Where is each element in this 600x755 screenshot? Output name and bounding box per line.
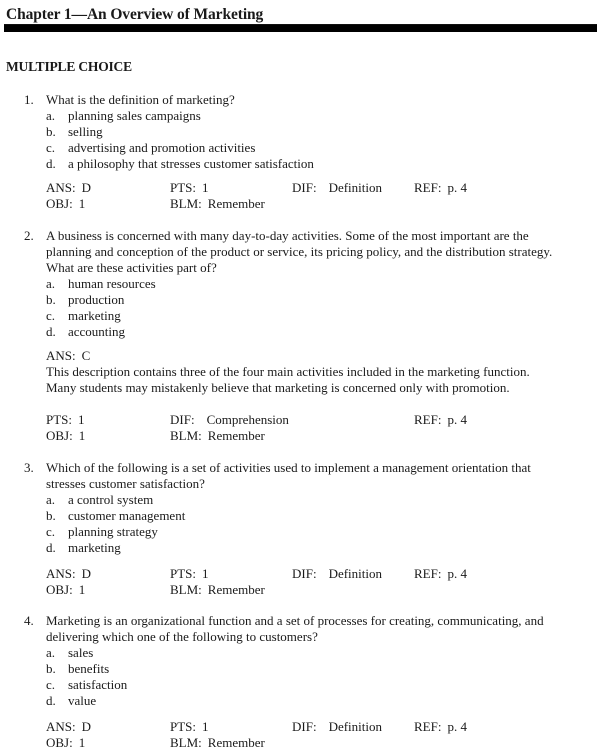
dif-value: Definition	[328, 566, 382, 581]
obj-label: OBJ:	[46, 735, 73, 750]
meta-row-ans	[46, 348, 586, 364]
ref-value: p. 4	[447, 180, 467, 195]
pts-label: PTS:	[46, 412, 73, 427]
dif-field	[292, 566, 382, 582]
answer-metadata	[46, 412, 586, 444]
choice-text: planning sales campaigns	[68, 108, 201, 123]
obj-field	[46, 196, 85, 212]
choice-text: advertising and promotion activities	[68, 140, 256, 155]
choice-letter: c.	[46, 308, 56, 323]
ans-value: D	[81, 719, 92, 734]
obj-label: OBJ:	[46, 428, 73, 443]
pts-field	[170, 180, 209, 196]
ref-value: p. 4	[447, 566, 467, 581]
ref-value: p. 4	[447, 719, 467, 734]
choice-letter: c.	[46, 524, 56, 539]
question-number: 2.	[24, 228, 34, 243]
ref-label: REF:	[414, 719, 442, 734]
pts-value: 1	[202, 719, 209, 734]
obj-field	[46, 735, 85, 751]
obj-value: 1	[78, 582, 86, 597]
choice-letter: a.	[46, 645, 56, 660]
stem-line: What is the definition of marketing?	[46, 92, 235, 107]
ref-label: REF:	[414, 180, 442, 195]
blm-value: Remember	[207, 428, 265, 443]
ans-label: ANS:	[46, 180, 76, 195]
ans-field	[46, 180, 91, 196]
blm-field	[170, 582, 265, 598]
question-number: 4.	[24, 613, 34, 628]
ref-field	[414, 566, 467, 582]
ans-label: ANS:	[46, 566, 76, 581]
choice-text: selling	[68, 124, 103, 139]
choice-text: value	[68, 693, 97, 708]
section-heading: MULTIPLE CHOICE	[6, 59, 132, 74]
ref-field	[414, 412, 467, 428]
blm-value: Remember	[207, 196, 265, 211]
choice-letter: d.	[46, 324, 56, 339]
question-stem	[46, 92, 591, 108]
choice-letter: b.	[46, 124, 56, 139]
choice-letter: b.	[46, 661, 56, 676]
question-number: 1.	[24, 92, 34, 107]
choice-letter: b.	[46, 292, 56, 307]
choice-letter: d.	[46, 693, 56, 708]
choice-text: planning strategy	[68, 524, 158, 539]
dif-field	[170, 412, 289, 428]
dif-label: DIF:	[170, 412, 195, 427]
meta-row-1	[46, 412, 586, 428]
choice-text: production	[68, 292, 125, 307]
blm-value: Remember	[207, 735, 265, 750]
ans-label: ANS:	[46, 348, 76, 363]
dif-value: Definition	[328, 180, 382, 195]
blm-field	[170, 428, 265, 444]
answer-line	[46, 348, 586, 364]
choice-text: accounting	[68, 324, 126, 339]
dif-label: DIF:	[292, 566, 317, 581]
question-stem	[46, 228, 591, 276]
stem-line: Which of the following is a set of activities used to implement a management orientation that	[46, 460, 531, 475]
meta-row-1	[46, 180, 586, 196]
blm-field	[170, 735, 265, 751]
pts-label: PTS:	[170, 566, 197, 581]
meta-row-2	[46, 735, 586, 751]
obj-value: 1	[78, 735, 86, 750]
choice-text: sales	[68, 645, 94, 660]
stem-line: planning and conception of the product or service, its pricing policy, and the distribution strategy.	[46, 244, 553, 259]
meta-row-2	[46, 428, 586, 444]
ans-field	[46, 719, 91, 735]
meta-row-2	[46, 582, 586, 598]
ref-field	[414, 180, 467, 196]
choice-letter: a.	[46, 492, 56, 507]
blm-label: BLM:	[170, 735, 202, 750]
choice-text: human resources	[68, 276, 156, 291]
question-number: 3.	[24, 460, 34, 475]
choice-letter: b.	[46, 508, 56, 523]
dif-label: DIF:	[292, 719, 317, 734]
meta-row-1	[46, 719, 586, 735]
obj-field	[46, 428, 85, 444]
blm-value: Remember	[207, 582, 265, 597]
stem-line: Marketing is an organizational function and a set of processes for creating, communicating, and	[46, 613, 544, 628]
pts-value: 1	[202, 566, 209, 581]
pts-field	[170, 566, 209, 582]
pts-label: PTS:	[170, 180, 197, 195]
question-stem	[46, 460, 591, 492]
rationale-line: This description contains three of the four main activities included in the marketing function.	[46, 364, 530, 379]
ans-value: D	[81, 566, 92, 581]
ref-value: p. 4	[447, 412, 467, 427]
choice-text: customer management	[68, 508, 186, 523]
title-rule-bar	[4, 25, 597, 32]
stem-line: delivering which one of the following to customers?	[46, 629, 318, 644]
question-stem	[46, 613, 591, 645]
dif-value: Definition	[328, 719, 382, 734]
stem-line: What are these activities part of?	[46, 260, 217, 275]
choice-text: a philosophy that stresses customer satisfaction	[68, 156, 314, 171]
ref-field	[414, 719, 467, 735]
blm-label: BLM:	[170, 582, 202, 597]
chapter-title: Chapter 1—An Overview of Marketing	[6, 6, 264, 23]
dif-label: DIF:	[292, 180, 317, 195]
pts-value: 1	[202, 180, 209, 195]
obj-label: OBJ:	[46, 196, 73, 211]
answer-metadata	[46, 566, 586, 598]
pts-value: 1	[78, 412, 85, 427]
meta-row-2	[46, 196, 586, 212]
obj-value: 1	[78, 428, 86, 443]
ans-value: C	[81, 348, 91, 363]
ans-value: D	[81, 180, 92, 195]
obj-field	[46, 582, 85, 598]
blm-label: BLM:	[170, 428, 202, 443]
answer-rationale	[46, 364, 586, 396]
choice-letter: d.	[46, 156, 56, 171]
ans-field	[46, 348, 90, 364]
choice-letter: a.	[46, 108, 56, 123]
stem-line: stresses customer satisfaction?	[46, 476, 205, 491]
pts-field	[170, 719, 209, 735]
ans-label: ANS:	[46, 719, 76, 734]
choice-text: marketing	[68, 540, 121, 555]
blm-label: BLM:	[170, 196, 202, 211]
answer-metadata	[46, 719, 586, 751]
choice-letter: a.	[46, 276, 56, 291]
dif-value: Comprehension	[206, 412, 289, 427]
choice-text: satisfaction	[68, 677, 128, 692]
blm-field	[170, 196, 265, 212]
choice-text: benefits	[68, 661, 110, 676]
obj-label: OBJ:	[46, 582, 73, 597]
stem-line: A business is concerned with many day-to-day activities. Some of the most important are the	[46, 228, 529, 243]
meta-row-1	[46, 566, 586, 582]
dif-field	[292, 719, 382, 735]
ref-label: REF:	[414, 412, 442, 427]
rationale-line: Many students may mistakenly believe that marketing is concerned only with promotion.	[46, 380, 510, 395]
ref-label: REF:	[414, 566, 442, 581]
choice-text: a control system	[68, 492, 154, 507]
ans-field	[46, 566, 91, 582]
dif-field	[292, 180, 382, 196]
pts-field	[46, 412, 85, 428]
pts-label: PTS:	[170, 719, 197, 734]
choice-letter: c.	[46, 140, 56, 155]
choice-letter: c.	[46, 677, 56, 692]
obj-value: 1	[78, 196, 86, 211]
choice-letter: d.	[46, 540, 56, 555]
choice-text: marketing	[68, 308, 121, 323]
answer-metadata	[46, 180, 586, 212]
